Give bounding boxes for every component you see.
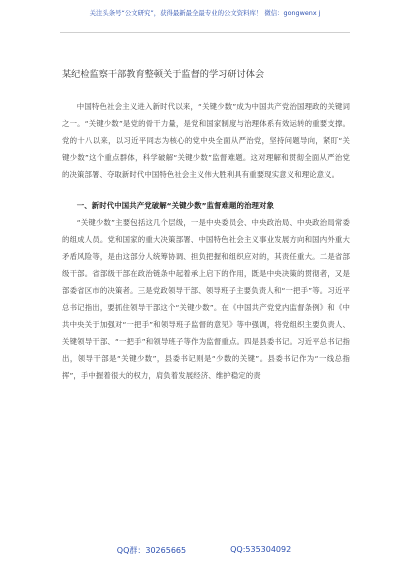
intro-paragraph: 中国特色社会主义进入新时代以来，“关键少数”成为中国共产党治国理政的关键词之一。“关键少数”是党的骨干力量，是党和国家制度与治理体系有效运转的重要支撑。党的十八以来，以习近平同志为核心的党中央全面从严治党，坚持问题导向，紧盯“关键少数”这个重点群体，科学破解“关键少数”监督难题。这对理解和贯彻全面从严治党的决策部署、夺取新时代中国特色社会主义伟大胜利具有重要现实意义和理论意义。	[62, 102, 350, 179]
page-header	[60, 6, 350, 33]
section-paragraph: “关键少数”主要包括这几个层级，一是中央委员会、中央政治局、中央政治局常委的组成人员。党和国家的重大决策部署、中国特色社会主义事业发展方向和国内外重大矛盾风险等，是由这部分人统筹协调、担负把握和组织应对的，其责任重大。二是省部级干部。省部级干部在政治链条中起着承上启下的作用，既是中央决策的贯彻者，又是部委省区市的决策者。三是党政领导干部、领导班子主要负责人和“一把手”等。习近平总书记指出，要抓住领导干部这个“关键少数”。在《中国共产党党内监督条例》和《中共中央关于加强对“一把手”和领导班子监督的意见》等中强调，将党组织主要负责人、关键领导干部、“一把手”和领导班子等作为监督重点。四是县委书记。习近平总书记指出，领导干部是“关键少数”，县委书记则是“少数的关键”。县委书记作为“一线总指挥”，手中握着很大的权力，肩负着发展经济、维护稳定的责	[62, 218, 350, 380]
document-body	[62, 98, 350, 398]
qq-group-text: QQ群：30265665	[116, 546, 187, 555]
page-footer	[0, 545, 408, 556]
header-notice: 关注头条号“公文研究”，获得最新最全最专业的公文资料库！ 微信：gongwenx j	[89, 9, 321, 17]
qq-text: QQ:535304092	[230, 545, 292, 554]
section-heading: 一、新时代中国共产党破解“关键少数”监督难题的治理对象	[76, 201, 274, 210]
document-title: 某纪检监察干部教育整顿关于监督的学习研讨体会	[62, 69, 265, 80]
